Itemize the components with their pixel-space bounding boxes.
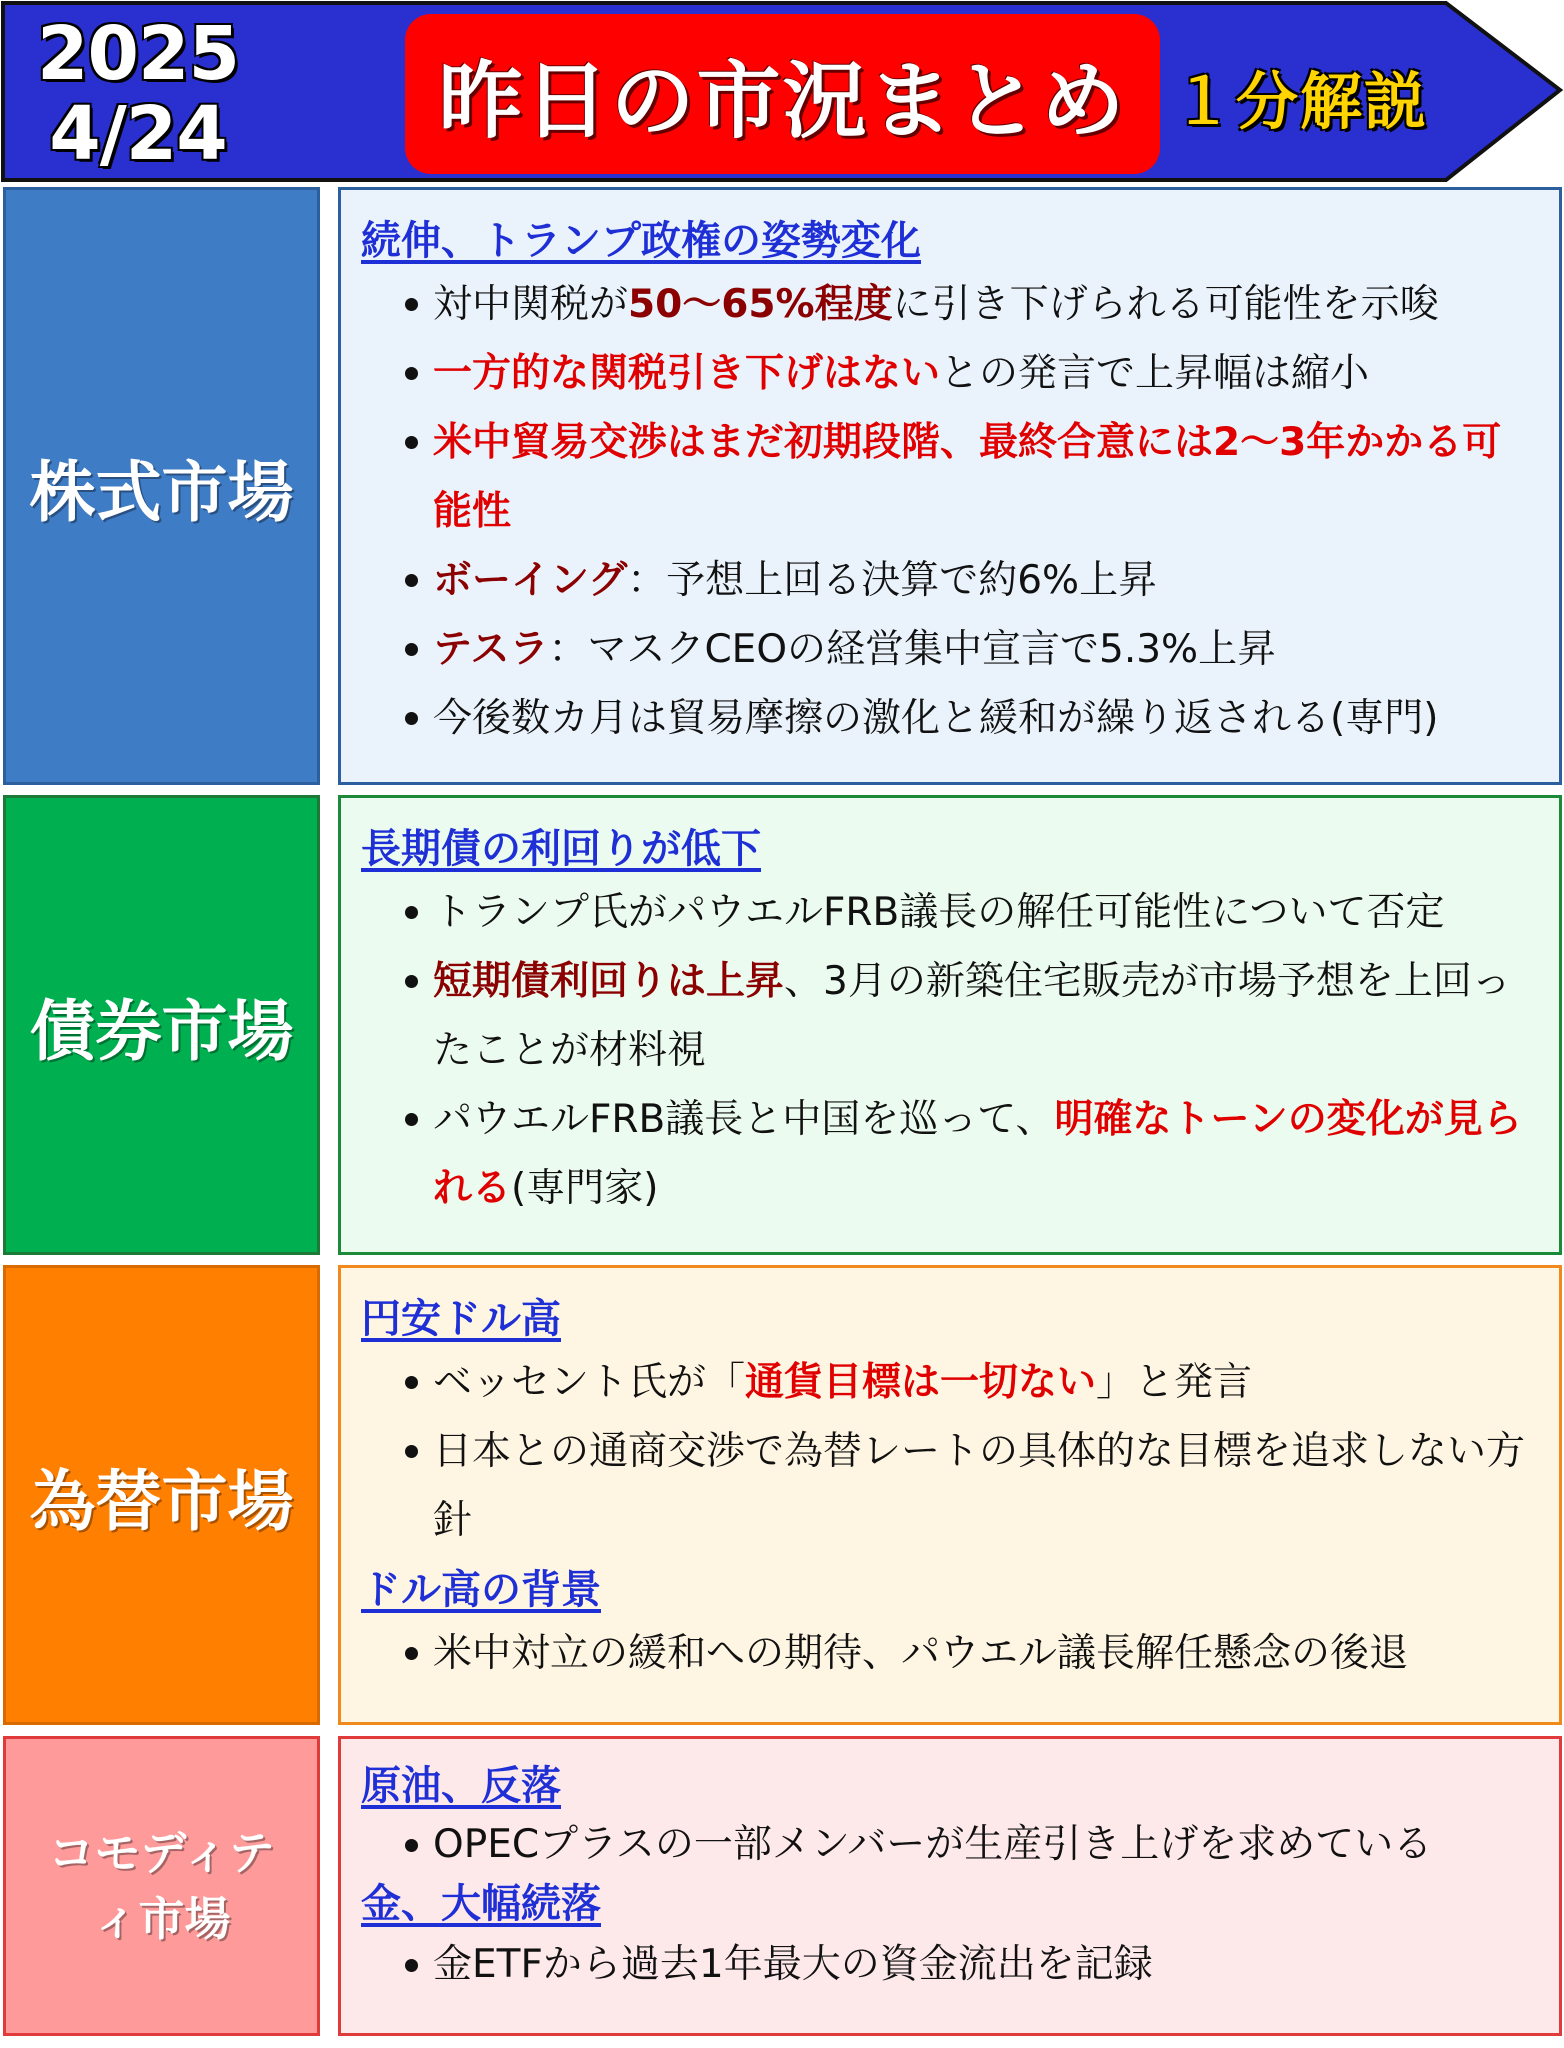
emphasis-text: 通貨目標は一切ない	[745, 1360, 1097, 1405]
title-box	[405, 14, 1160, 174]
emphasis-text: 一方的な関税引き下げはない	[433, 351, 941, 396]
list-item	[361, 1619, 1539, 1688]
date-day: 4/24	[49, 91, 227, 177]
bullet-icon	[405, 975, 418, 988]
section-label-text: 為替市場	[29, 1462, 294, 1540]
list-item	[361, 339, 1539, 408]
bullet-icon	[405, 1839, 418, 1852]
text: ：マスクCEOの経営集中宣言で5.3%上昇	[548, 627, 1277, 672]
list-item	[361, 1417, 1539, 1555]
date-block	[18, 11, 258, 177]
section-label-text: 債券市場	[29, 992, 294, 1070]
text: 日本との通商交渉で為替レートの具体的な目標を追求しない方針	[433, 1429, 1526, 1543]
list-item	[361, 947, 1539, 1085]
section-label-commodity	[3, 1736, 320, 2036]
bullet-icon	[405, 298, 418, 311]
emphasis-text: 短期債利回りは上昇	[433, 959, 785, 1004]
list-item	[361, 1815, 1539, 1875]
list-item	[361, 878, 1539, 947]
list-item	[361, 1085, 1539, 1223]
emphasis-text: ボーイング	[433, 558, 628, 603]
list-item	[361, 1933, 1539, 1997]
section-label-fx	[3, 1265, 320, 1725]
text: 今後数カ月は貿易摩擦の激化と緩和が繰り返される(専門)	[433, 696, 1439, 741]
text: に引き下げられる可能性を示唆	[892, 282, 1439, 327]
bullet-icon	[405, 1113, 418, 1126]
list-item	[361, 270, 1539, 339]
bullet-icon	[405, 1445, 418, 1458]
section-heading[interactable]: 長期債の利回りが低下	[361, 826, 761, 872]
bullet-icon	[405, 1959, 418, 1972]
bullet-icon	[405, 906, 418, 919]
text: 、3月の新築住宅販売が市場予想を上回ったことが材料視	[433, 959, 1511, 1073]
text: OPECプラスの一部メンバーが生産引き上げを求めている	[433, 1822, 1433, 1867]
section-heading[interactable]: 金、大幅続落	[361, 1881, 601, 1927]
text: 金ETFから過去1年最大の資金流出を記録	[433, 1942, 1153, 1987]
text: 対中関税が	[433, 282, 629, 327]
section-heading[interactable]: 続伸、トランプ政権の姿勢変化	[361, 218, 921, 264]
header-banner	[0, 0, 1564, 183]
list-item	[361, 615, 1539, 684]
date-year: 2025	[37, 11, 239, 97]
page-subtitle: １分解説	[1172, 65, 1429, 138]
bullet-icon	[405, 643, 418, 656]
section-label-stock	[3, 187, 320, 785]
list-item	[361, 1348, 1539, 1417]
bullet-icon	[405, 1647, 418, 1660]
bullet-icon	[405, 574, 418, 587]
text: (専門家)	[511, 1166, 659, 1211]
bullet-icon	[405, 367, 418, 380]
emphasis-text: 50〜65%程度	[628, 282, 893, 327]
text: ：予想上回る決算で約6%上昇	[627, 558, 1158, 603]
section-label-text: 株式市場	[29, 453, 294, 531]
bullet-icon	[405, 712, 418, 725]
section-content-bond	[338, 795, 1562, 1255]
section-heading[interactable]: ドル高の背景	[361, 1567, 601, 1613]
section-heading[interactable]: 円安ドル高	[361, 1296, 561, 1342]
emphasis-text: 明確なトーンの変化が見られる	[433, 1097, 1522, 1211]
section-content-commodity	[338, 1736, 1562, 2036]
text: ベッセント氏が「	[433, 1360, 746, 1405]
section-heading[interactable]: 原油、反落	[361, 1763, 561, 1809]
page-title: 昨日の市況まとめ	[438, 51, 1127, 150]
text: 米中対立の緩和への期待、パウエル議長解任懸念の後退	[433, 1631, 1409, 1676]
section-content-fx	[338, 1265, 1562, 1725]
emphasis-text: テスラ	[433, 627, 549, 672]
bullet-icon	[405, 436, 418, 449]
text: との発言で上昇幅は縮小	[940, 351, 1370, 396]
section-label-text: コモディティ市場	[48, 1826, 275, 1946]
section-content-stock	[338, 187, 1562, 785]
bullet-icon	[405, 1376, 418, 1389]
list-item	[361, 546, 1539, 615]
text: トランプ氏がパウエルFRB議長の解任可能性について否定	[433, 890, 1445, 935]
emphasis-text: 米中貿易交渉はまだ初期段階、最終合意には2〜3年かかる可能性	[433, 420, 1502, 534]
text: 」と発言	[1096, 1360, 1253, 1405]
text: パウエルFRB議長と中国を巡って、	[433, 1097, 1055, 1142]
list-item	[361, 684, 1539, 753]
list-item	[361, 408, 1539, 546]
section-label-bond	[3, 795, 320, 1255]
